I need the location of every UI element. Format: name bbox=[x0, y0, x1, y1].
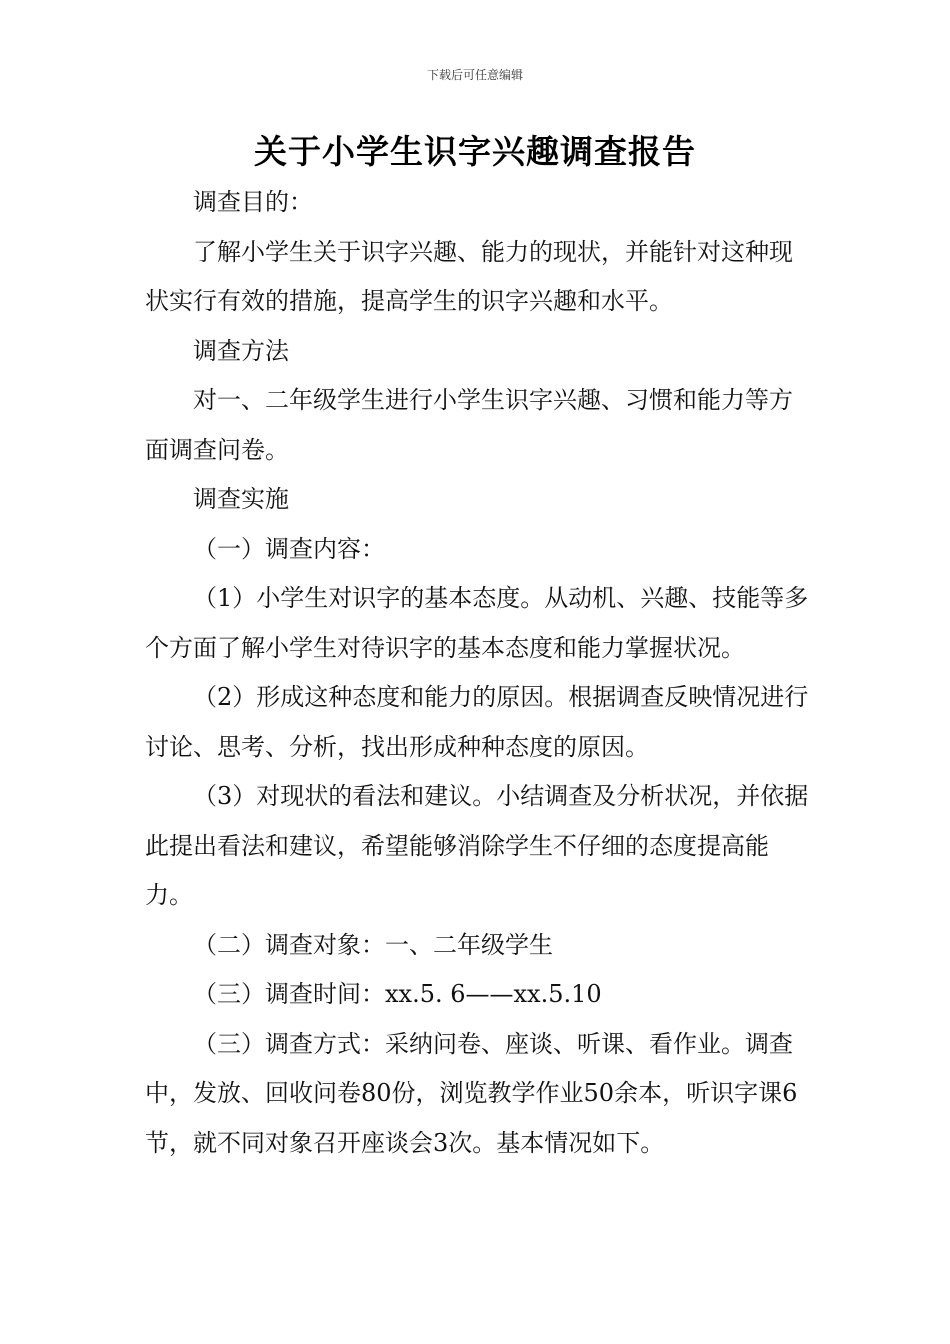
paragraph-approach: （三）调查方式：采纳问卷、座谈、听课、看作业。调查中，发放、回收问卷80份，浏览教学作业50余本，听识字课6节，就不同对象召开座谈会3次。基本情况如下。 bbox=[145, 1029, 798, 1157]
paragraph-content-2: （2）形成这种态度和能力的原因。根据调查反映情况进行讨论、思考、分析，找出形成种种态度的原因。 bbox=[145, 683, 809, 761]
paragraph-content-3: （3）对现状的看法和建议。小结调查及分析状况，并依据此提出看法和建议，希望能够消除学生不仔细的态度提高能力。 bbox=[145, 782, 809, 909]
paragraph-content-heading: （一）调查内容： bbox=[193, 534, 385, 563]
paragraph-time: （三）调查时间：xx.5. 6——xx.5.10 bbox=[193, 980, 602, 1008]
paragraph-implementation-heading: 调查实施 bbox=[193, 485, 289, 513]
paragraph-method-heading: 调查方法 bbox=[193, 336, 289, 365]
document-body bbox=[145, 178, 810, 1168]
page-header: 下载后可任意编辑 bbox=[426, 68, 523, 82]
paragraph-subjects: （二）调查对象：一、二年级学生 bbox=[193, 930, 553, 959]
document-title: 关于小学生识字兴趣调查报告 bbox=[254, 132, 696, 171]
paragraph-content-1: （1）小学生对识字的基本态度。从动机、兴趣、技能等多个方面了解小学生对待识字的基本态度和能力掌握状况。 bbox=[145, 584, 809, 662]
paragraph-method: 对一、二年级学生进行小学生识字兴趣、习惯和能力等方面调查问卷。 bbox=[145, 386, 793, 464]
paragraph-purpose: 了解小学生关于识字兴趣、能力的现状，并能针对这种现状实行有效的措施，提高学生的识字兴趣和水平。 bbox=[145, 237, 793, 315]
paragraph-purpose-heading: 调查目的： bbox=[193, 188, 313, 216]
